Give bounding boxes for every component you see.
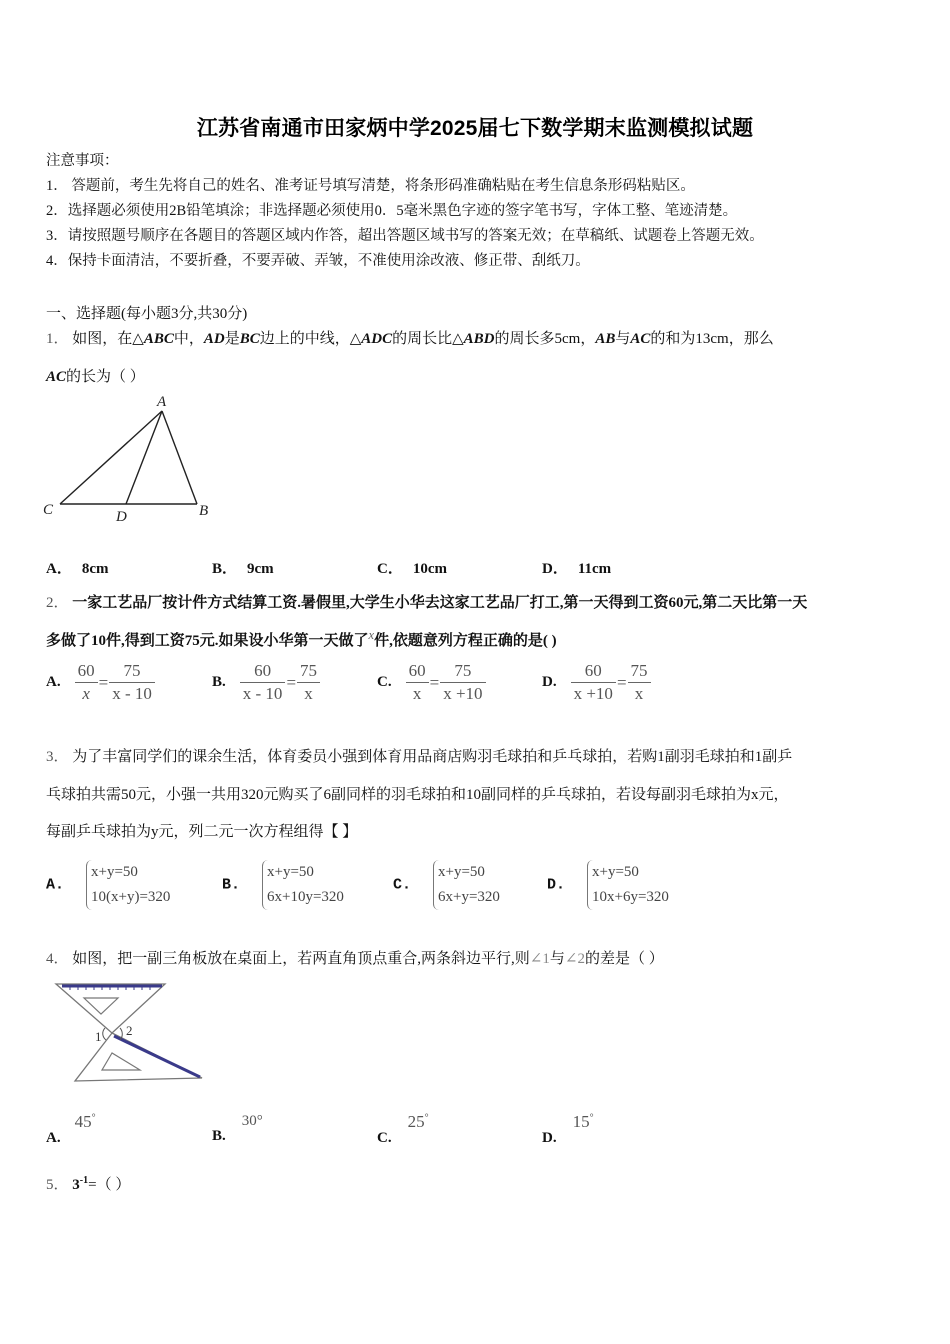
math-var: ABD [463, 331, 495, 347]
math-var: ADC [361, 331, 393, 347]
question-number: 1． [46, 331, 69, 347]
math-var: AC [630, 331, 651, 347]
question-3-line-2: 乓球拍共需50元，小强一共用320元购买了6副同样的羽毛球拍和10副同样的乒乓球拍，若设每副羽毛球拍为x元， [46, 787, 789, 803]
label-a: A [157, 394, 167, 410]
numerator: 60 [406, 660, 429, 683]
equals-sign: = [616, 672, 627, 692]
equation: 6x+y=320 [438, 889, 500, 905]
option-label: A. [46, 674, 61, 690]
text: 的长为（ ） [66, 369, 145, 385]
question-2-line-1 [46, 591, 807, 612]
option-d[interactable] [542, 557, 611, 578]
degree-number: 45 [74, 1112, 92, 1131]
option-a[interactable] [46, 557, 109, 578]
fraction [628, 660, 651, 705]
equation: 6x+10y=320 [267, 889, 344, 905]
math-var: AD [203, 331, 225, 347]
option-value [75, 1112, 96, 1131]
text: =（ ） [88, 1177, 131, 1193]
denominator: x [634, 684, 644, 703]
numerator: 75 [440, 660, 485, 683]
equals-sign: = [286, 672, 297, 692]
denominator: x +10 [443, 684, 483, 703]
text: 边上的中线，△ [259, 331, 362, 347]
triangle-figure [40, 390, 220, 525]
question-2-line-2 [46, 628, 557, 650]
math-var: x [368, 628, 375, 642]
question-number: 2． [46, 595, 69, 611]
option-label: A. [46, 1130, 61, 1146]
option-a[interactable] [46, 660, 155, 705]
option-label: D． [542, 561, 568, 577]
angle-2-label: 2 [126, 1023, 133, 1038]
option-label: D. [542, 674, 557, 690]
notice-item: 3．请按照题号顺序在各题目的答题区域内作答，超出答题区域书写的答案无效；在草稿纸、试题卷上答题无效。 [46, 228, 764, 244]
option-d[interactable] [547, 860, 669, 910]
option-c[interactable] [377, 660, 486, 705]
equation: 10(x+y)=320 [91, 889, 171, 905]
math-exponent: -1 [79, 1175, 89, 1186]
notice-section [46, 149, 764, 274]
option-value: 9cm [247, 561, 274, 577]
question-number: 3． [46, 749, 69, 765]
degree-symbol: ° [424, 1112, 429, 1124]
notice-item: 4．保持卡面清洁，不要折叠，不要弄破、弄皱，不准使用涂改液、修正带、刮纸刀。 [46, 253, 590, 269]
degree-symbol: ° [256, 1113, 263, 1129]
fraction [75, 660, 98, 705]
math-var: ABC [143, 331, 174, 347]
option-label: C. [377, 674, 392, 690]
text: 与 [615, 331, 631, 347]
option-d[interactable] [542, 660, 651, 705]
option-label: B. [212, 674, 226, 690]
numerator: 60 [75, 660, 98, 683]
option-label: B. [212, 1128, 226, 1144]
equation: x+y=50 [592, 864, 639, 880]
option-label: C. [393, 876, 412, 894]
numerator: 60 [240, 660, 286, 683]
text: 件,依题意列方程正确的是( ) [374, 633, 557, 649]
angle-symbol: ∠1 [529, 951, 550, 967]
option-label: D. [542, 1130, 557, 1146]
math-var: AB [595, 331, 616, 347]
equals-sign: = [98, 672, 109, 692]
option-c[interactable] [393, 860, 500, 910]
numerator: 75 [628, 660, 651, 683]
option-a[interactable] [46, 1112, 96, 1146]
notice-heading: 注意事项： [46, 153, 119, 169]
question-1-line-2 [46, 365, 145, 386]
notice-item: 2．选择题必须使用2B铅笔填涂；非选择题必须使用0．5毫米黑色字迹的签字笔书写，字体工整、笔迹清楚。 [46, 203, 738, 219]
option-value: 8cm [81, 561, 109, 577]
option-label: D. [547, 876, 566, 894]
denominator: x [304, 684, 313, 703]
option-value [242, 1113, 263, 1129]
question-number: 5． [46, 1177, 69, 1193]
denominator: x - 10 [242, 684, 283, 703]
fraction [406, 660, 429, 705]
option-a[interactable] [46, 860, 170, 910]
degree-symbol: ° [91, 1112, 96, 1124]
equation-system [433, 860, 500, 910]
fraction [297, 660, 320, 705]
degree-symbol: ° [589, 1112, 594, 1124]
question-5 [46, 1173, 130, 1194]
text: 多做了10件,得到工资75元.如果设小华第一天做了 [46, 633, 369, 649]
option-c[interactable] [377, 1112, 429, 1146]
degree-number: 15 [572, 1112, 590, 1131]
numerator: 75 [297, 660, 320, 683]
option-b[interactable] [212, 660, 320, 705]
option-label: C. [377, 1130, 392, 1146]
fraction [240, 660, 286, 705]
option-d[interactable] [542, 1112, 594, 1146]
equation-system [262, 860, 344, 910]
option-b[interactable] [222, 860, 344, 910]
option-label: B． [212, 561, 238, 577]
equation: x+y=50 [438, 864, 485, 880]
option-c[interactable] [377, 557, 447, 578]
fraction [440, 660, 485, 705]
text: 与 [549, 951, 565, 967]
option-value [408, 1112, 429, 1131]
angle-symbol: ∠2 [564, 951, 585, 967]
degree-number: 25 [407, 1112, 425, 1131]
notice-item: 1． 答题前，考生先将自己的姓名、准考证号填写清楚，将条形码准确粘贴在考生信息条形码粘贴区。 [46, 178, 695, 194]
text: 如图，在△ [72, 331, 144, 347]
label-c: C [43, 502, 54, 518]
text: 的差是（ ） [584, 951, 664, 967]
denominator: x [82, 684, 90, 703]
fraction [109, 660, 155, 705]
question-number: 4． [46, 951, 69, 967]
question-3-line-3: 每副乒乓球拍为y元，列二元一次方程组得【 】 [46, 824, 358, 840]
question-1-line-1 [46, 327, 774, 348]
text: 为了丰富同学们的课余生活，体育委员小强到体育用品商店购羽毛球拍和乒乓球拍，若购1副羽毛球拍和1副乒 [72, 749, 793, 765]
option-b[interactable] [212, 557, 274, 578]
equation: x+y=50 [91, 864, 138, 880]
option-b[interactable] [212, 1112, 263, 1144]
question-4-line-1 [46, 947, 664, 968]
degree-number: 30 [241, 1113, 257, 1129]
math-var: AC [46, 369, 67, 385]
numerator: 75 [109, 660, 155, 683]
angle-1-label: 1 [95, 1029, 102, 1044]
math-base: 3 [72, 1177, 80, 1193]
fraction [571, 660, 616, 705]
text: 中， [173, 331, 204, 347]
option-label: A． [46, 561, 72, 577]
denominator: x +10 [573, 684, 613, 703]
option-label: B. [222, 876, 241, 894]
section-heading: 一、选择题(每小题3分,共30分) [46, 306, 248, 322]
option-label: A. [46, 876, 65, 894]
question-3-line-1 [46, 745, 792, 766]
label-d: D [116, 509, 127, 525]
equation: x+y=50 [267, 864, 314, 880]
option-label: C． [377, 561, 403, 577]
equation: 10x+6y=320 [592, 889, 669, 905]
option-value: 11cm [577, 561, 612, 577]
denominator: x - 10 [112, 684, 152, 703]
numerator: 60 [571, 660, 616, 683]
text: 的周长比△ [392, 331, 464, 347]
text: 一家工艺品厂按计件方式结算工资.暑假里,大学生小华去这家工艺品厂打工,第一天得到工资60元,第二天比第一天 [72, 595, 808, 611]
math-var: BC [239, 331, 260, 347]
set-squares-figure [50, 978, 210, 1086]
option-value: 10cm [412, 561, 447, 577]
page-title: 江苏省南通市田家炳中学2025届七下数学期末监测模拟试题 [196, 117, 754, 140]
text: 如图，把一副三角板放在桌面上，若两直角顶点重合,两条斜边平行,则 [72, 951, 530, 967]
option-value [573, 1112, 594, 1131]
text: 的和为13cm，那么 [650, 331, 774, 347]
text: 的周长多5cm， [494, 331, 596, 347]
denominator: x [412, 684, 422, 703]
equals-sign: = [429, 672, 440, 692]
label-b: B [199, 503, 209, 519]
equation-system [86, 860, 170, 910]
equation-system [587, 860, 669, 910]
text: 是 [224, 331, 240, 347]
